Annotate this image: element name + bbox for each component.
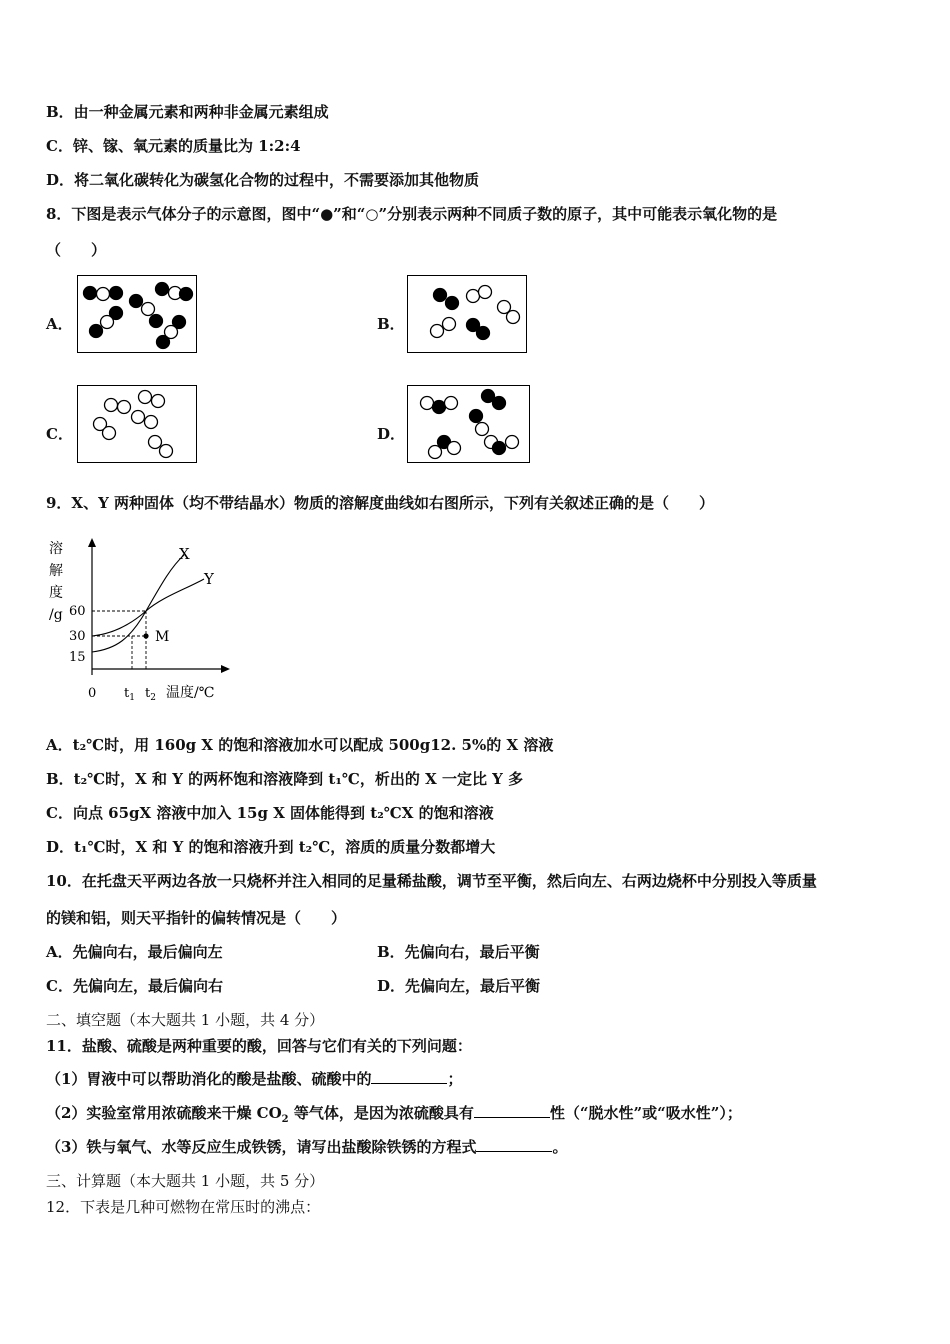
section-2-heading: 二、填空题（本大题共 1 小题，共 4 分） bbox=[46, 1011, 325, 1029]
q9-option-b: B．t₂℃时，X 和 Y 的两杯饱和溶液降到 t₁℃，析出的 X 一定比 Y 多 bbox=[46, 770, 524, 788]
q11-part3-blank[interactable] bbox=[476, 1137, 552, 1152]
q11-part1-blank[interactable] bbox=[371, 1069, 447, 1084]
q10-option-a: A．先偏向右，最后偏向左 bbox=[46, 943, 223, 961]
q7-option-c: C．锌、镓、氧元素的质量比为 1:2:4 bbox=[46, 137, 301, 155]
q10-option-b: B．先偏向右，最后平衡 bbox=[377, 943, 540, 961]
guide-lines bbox=[92, 611, 146, 669]
y-tick-15: 15 bbox=[69, 650, 86, 665]
q8-molecule-box-d bbox=[407, 385, 530, 463]
y-tick-60: 60 bbox=[69, 604, 86, 619]
q11-part1-text: （1）胃液中可以帮助消化的酸是盐酸、硫酸中的 bbox=[46, 1070, 372, 1088]
q10-stem-line2: 的镁和铝，则天平指针的偏转情况是（ ） bbox=[46, 909, 347, 927]
molecule-diagram-c bbox=[78, 386, 196, 462]
q8-label-d: D． bbox=[377, 425, 406, 443]
y-label-char: 溶 bbox=[49, 541, 63, 557]
molecule-diagram-a bbox=[78, 276, 196, 352]
q7-option-d: D．将二氧化碳转化为碳氢化合物的过程中，不需要添加其他物质 bbox=[46, 171, 480, 189]
x-axis-label: 温度/℃ bbox=[166, 685, 215, 701]
q11-stem: 11．盐酸、硫酸是两种重要的酸，回答与它们有关的下列问题： bbox=[46, 1037, 472, 1055]
q11-part2-text: （2）实验室常用浓硫酸来干燥 CO bbox=[46, 1104, 282, 1122]
y-label-char: 解 bbox=[49, 563, 63, 579]
solubility-graph bbox=[46, 537, 246, 705]
x-tick-t2: $t_2$ bbox=[145, 686, 156, 703]
q9-option-c: C．向点 65gX 溶液中加入 15g X 固体能得到 t₂℃X 的饱和溶液 bbox=[46, 804, 494, 822]
q11-part1 bbox=[46, 1069, 462, 1089]
x-axis-arrow bbox=[221, 665, 230, 673]
x-tick-t1: $t_1$ bbox=[124, 686, 135, 703]
q8-label-a: A． bbox=[46, 315, 73, 333]
graph-y-label bbox=[49, 540, 63, 623]
q9-stem: 9．X、Y 两种固体（均不带结晶水）物质的溶解度曲线如右图所示，下列有关叙述正确的是（ ） bbox=[46, 494, 715, 512]
x-origin: 0 bbox=[88, 686, 97, 701]
q11-part2-subscript: 2 bbox=[281, 1114, 289, 1125]
y-tick-30: 30 bbox=[69, 629, 86, 644]
point-m bbox=[143, 633, 148, 638]
curve-x-label: X bbox=[179, 545, 190, 563]
q11-part2-blank[interactable] bbox=[474, 1103, 550, 1118]
q11-part3-end: 。 bbox=[552, 1138, 568, 1156]
q8-paren: （ ） bbox=[46, 241, 107, 259]
q12-stem: 12．下表是几种可燃物在常压时的沸点： bbox=[46, 1198, 321, 1216]
q8-label-b: B． bbox=[377, 315, 405, 333]
y-axis-arrow bbox=[88, 538, 96, 547]
q11-part3 bbox=[46, 1137, 567, 1157]
q8-molecule-box-a bbox=[77, 275, 197, 353]
q8-label-c: C． bbox=[46, 425, 73, 443]
y-label-char: 度 bbox=[49, 585, 63, 601]
molecule-diagram-d bbox=[408, 386, 529, 462]
y-label-char: /g bbox=[49, 607, 63, 623]
q10-option-c: C．先偏向左，最后偏向右 bbox=[46, 977, 223, 995]
q7-option-b: B．由一种金属元素和两种非金属元素组成 bbox=[46, 103, 329, 121]
q9-option-a: A．t₂℃时，用 160g X 的饱和溶液加水可以配成 500g12. 5%的 X 溶液 bbox=[46, 736, 554, 754]
q11-part2-text-cont: 等气体，是因为浓硫酸具有 bbox=[288, 1104, 474, 1122]
q10-stem-line1: 10．在托盘天平两边各放一只烧杯并注入相同的足量稀盐酸，调节至平衡，然后向左、右两边烧杯中分别投入等质量 bbox=[46, 872, 817, 890]
curve-y-label: Y bbox=[204, 570, 214, 588]
q11-part3-text: （3）铁与氧气、水等反应生成铁锈，请写出盐酸除铁锈的方程式 bbox=[46, 1138, 477, 1156]
q8-molecule-box-c bbox=[77, 385, 197, 463]
point-m-label: M bbox=[155, 629, 170, 645]
q11-part1-end: ； bbox=[447, 1070, 463, 1088]
molecule-diagram-b bbox=[408, 276, 526, 352]
section-3-heading: 三、计算题（本大题共 1 小题，共 5 分） bbox=[46, 1172, 325, 1190]
q8-molecule-box-b bbox=[407, 275, 527, 353]
q10-option-d: D．先偏向左，最后平衡 bbox=[377, 977, 541, 995]
q11-part2-end: 性（“脱水性”或“吸水性”）； bbox=[549, 1104, 742, 1122]
curve-x bbox=[92, 555, 184, 652]
q11-part2 bbox=[46, 1103, 742, 1130]
q9-option-d: D．t₁℃时，X 和 Y 的饱和溶液升到 t₂℃，溶质的质量分数都增大 bbox=[46, 838, 496, 856]
q8-stem: 8．下图是表示气体分子的示意图，图中“●”和“○”分别表示两种不同质子数的原子，其中可能表示氧化物的是 bbox=[46, 205, 778, 223]
